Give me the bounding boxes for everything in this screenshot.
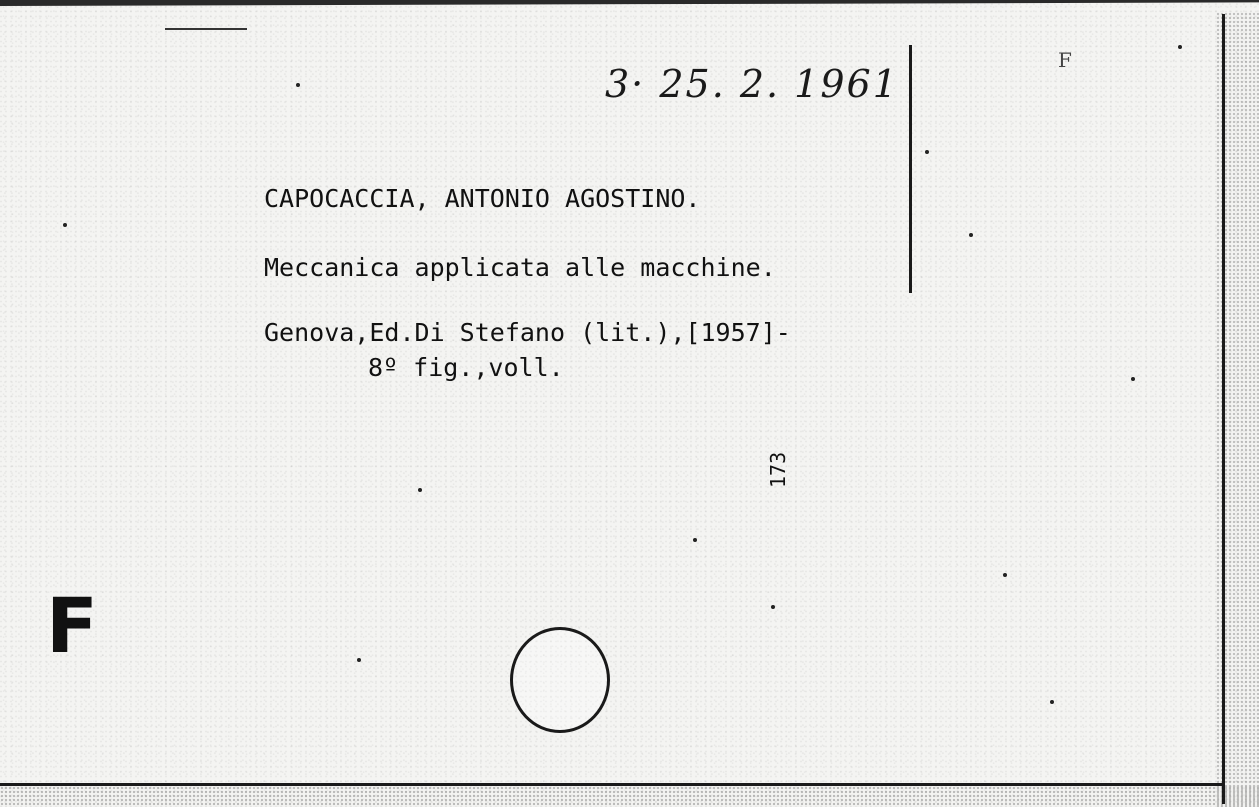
ink-speck	[1003, 573, 1007, 577]
scan-edge-top	[0, 0, 1259, 6]
ink-speck	[63, 223, 67, 227]
ink-speck	[357, 658, 361, 662]
ink-speck	[693, 538, 697, 542]
ink-speck	[1178, 45, 1182, 49]
book-title: Meccanica applicata alle macchine.	[264, 253, 776, 282]
ink-speck	[1050, 700, 1054, 704]
collation-line: 8º fig.,voll.	[368, 353, 564, 382]
ink-speck	[1131, 377, 1135, 381]
card-edge-right	[1222, 14, 1225, 804]
ink-speck	[296, 83, 300, 87]
author-heading: CAPOCACCIA, ANTONIO AGOSTINO.	[264, 184, 701, 213]
top-dash-mark	[165, 28, 247, 30]
corner-mark: F	[1058, 48, 1072, 72]
handwritten-date-note: 3· 25. 2. 1961	[605, 62, 899, 106]
scan-edge-bottom	[0, 786, 1259, 807]
stamped-letter-mark: F	[46, 581, 98, 670]
punch-hole	[510, 627, 610, 733]
ink-speck	[969, 233, 973, 237]
imprint-line: Genova,Ed.Di Stefano (lit.),[1957]-	[264, 318, 791, 347]
ink-speck	[771, 605, 775, 609]
ink-speck	[925, 150, 929, 154]
shelf-number: 173	[766, 451, 790, 488]
ink-speck	[418, 488, 422, 492]
vertical-rule	[909, 45, 912, 293]
